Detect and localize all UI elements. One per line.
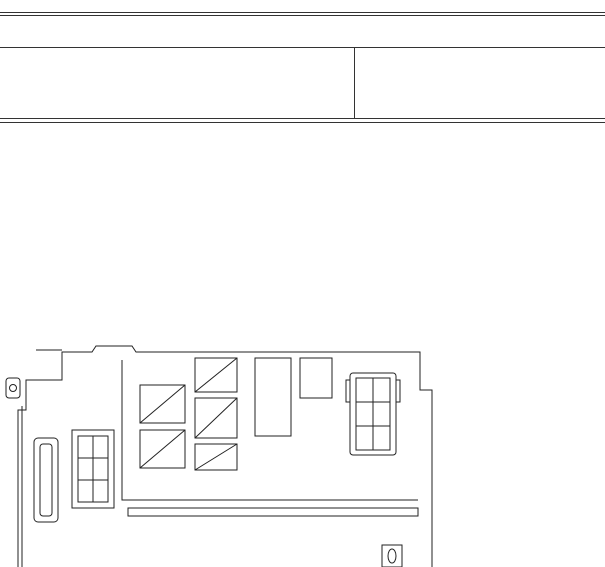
right-mount-tab (382, 545, 402, 567)
relay-r15 (195, 358, 237, 392)
top-rule-2 (0, 15, 605, 16)
relay-r16 (140, 385, 185, 423)
connector-j01 (346, 373, 400, 455)
title-bottom-rule (0, 47, 605, 48)
caption-bottom-rule-1 (0, 118, 605, 119)
caption-bottom-rule-2 (0, 122, 605, 123)
relay-r18 (195, 444, 237, 470)
junction-box-diagram (0, 340, 605, 567)
relay-r17 (195, 398, 237, 438)
connector-j03 (72, 430, 114, 508)
caption-divider (354, 47, 355, 118)
socket-blank-2 (300, 358, 332, 398)
top-rule-1 (0, 12, 605, 13)
connector-j04 (34, 438, 58, 522)
socket-blank-1 (255, 358, 291, 436)
left-mount-tab (6, 378, 20, 398)
housing-outline (18, 346, 432, 567)
relay-r14 (140, 430, 185, 468)
